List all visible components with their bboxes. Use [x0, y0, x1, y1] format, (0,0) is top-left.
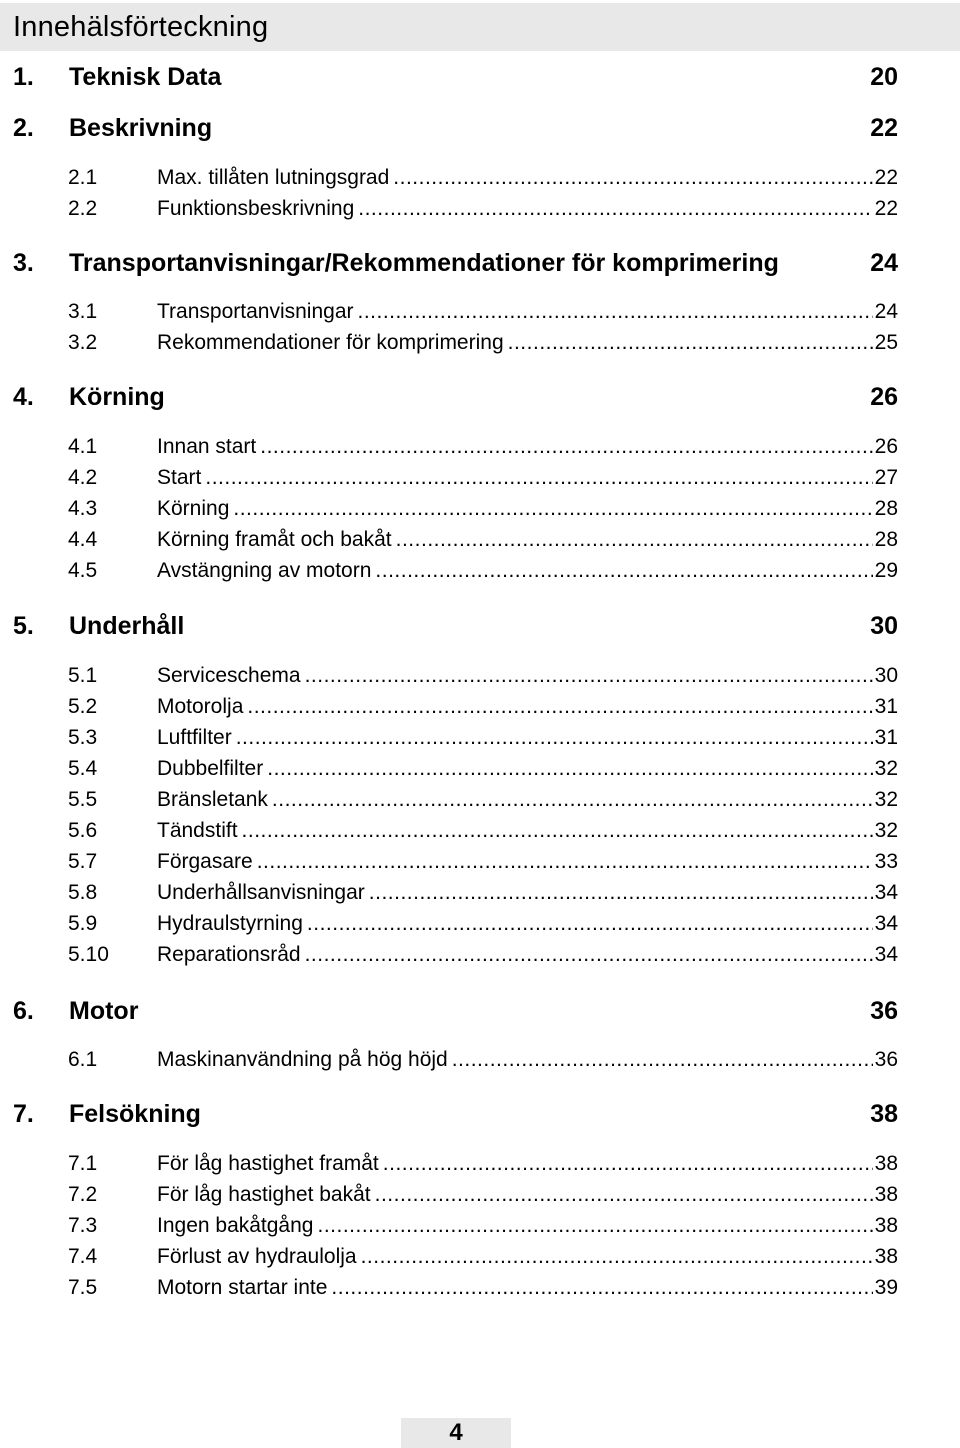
- section-number: 5.3: [68, 726, 98, 749]
- section-number: 5.4: [68, 757, 98, 780]
- toc-section-3-2[interactable]: [0, 329, 960, 357]
- page-number: 4: [401, 1418, 511, 1448]
- chapter-page: 22: [870, 113, 898, 142]
- chapter-page: 26: [870, 382, 898, 411]
- chapter-label: Motor: [69, 996, 139, 1025]
- section-number: 7.3: [68, 1214, 98, 1237]
- section-page: 24: [874, 300, 898, 323]
- section-page: 32: [874, 819, 898, 842]
- toc-section-3-1[interactable]: [0, 298, 960, 326]
- section-number: 7.2: [68, 1183, 98, 1206]
- section-label: Bränsletank: [157, 788, 268, 811]
- section-number: 4.5: [68, 559, 98, 582]
- section-page: 38: [874, 1183, 898, 1206]
- section-number: 4.2: [68, 466, 98, 489]
- toc-section-5-6[interactable]: [0, 817, 960, 845]
- section-label: Tändstift: [157, 819, 238, 842]
- section-page: 22: [874, 166, 898, 189]
- section-number: 2.1: [68, 166, 98, 189]
- section-label: För låg hastighet framåt: [157, 1152, 379, 1175]
- section-number: 2.2: [68, 197, 98, 220]
- toc-chapter-2[interactable]: [0, 112, 960, 144]
- toc-section-5-10[interactable]: [0, 941, 960, 969]
- section-number: 7.4: [68, 1245, 98, 1268]
- section-label: Maskinanvändning på hög höjd: [157, 1048, 448, 1071]
- section-page: 22: [874, 197, 898, 220]
- toc-chapter-1[interactable]: [0, 61, 960, 93]
- section-number: 5.6: [68, 819, 98, 842]
- toc-section-4-5[interactable]: [0, 557, 960, 585]
- toc-section-7-1[interactable]: [0, 1150, 960, 1178]
- toc-section-5-3[interactable]: [0, 724, 960, 752]
- toc-section-5-9[interactable]: [0, 910, 960, 938]
- section-page: 31: [874, 695, 898, 718]
- section-label: Reparationsråd: [157, 943, 301, 966]
- section-label: Transportanvisningar: [157, 300, 354, 323]
- toc-section-5-7[interactable]: [0, 848, 960, 876]
- toc-section-7-5[interactable]: [0, 1274, 960, 1302]
- chapter-label: Beskrivning: [69, 113, 213, 142]
- section-label: Start: [157, 466, 202, 489]
- section-number: 5.7: [68, 850, 98, 873]
- chapter-page: 30: [870, 611, 898, 640]
- section-label: Förlust av hydraulolja: [157, 1245, 357, 1268]
- toc-section-7-4[interactable]: [0, 1243, 960, 1271]
- section-page: 28: [874, 528, 898, 551]
- section-number: 5.10: [68, 943, 109, 966]
- section-label: Innan start: [157, 435, 257, 458]
- toc-section-5-1[interactable]: [0, 662, 960, 690]
- toc-section-4-1[interactable]: [0, 433, 960, 461]
- chapter-number: 6.: [13, 996, 34, 1025]
- chapter-label: Felsökning: [69, 1099, 201, 1128]
- toc-chapter-3[interactable]: [0, 247, 960, 279]
- section-number: 6.1: [68, 1048, 98, 1071]
- toc-chapter-6[interactable]: [0, 995, 960, 1027]
- section-label: Serviceschema: [157, 664, 301, 687]
- section-page: 38: [874, 1214, 898, 1237]
- section-label: Körning framåt och bakåt: [157, 528, 392, 551]
- toc-section-4-3[interactable]: [0, 495, 960, 523]
- toc-chapter-7[interactable]: [0, 1098, 960, 1130]
- toc-section-5-8[interactable]: [0, 879, 960, 907]
- section-page: 39: [874, 1276, 898, 1299]
- chapter-page: 38: [870, 1099, 898, 1128]
- section-label: Underhållsanvisningar: [157, 881, 365, 904]
- section-label: Förgasare: [157, 850, 253, 873]
- section-label: Luftfilter: [157, 726, 232, 749]
- section-number: 5.5: [68, 788, 98, 811]
- chapter-number: 7.: [13, 1099, 34, 1128]
- section-page: 34: [874, 943, 898, 966]
- section-label: För låg hastighet bakåt: [157, 1183, 371, 1206]
- section-label: Dubbelfilter: [157, 757, 264, 780]
- toc-section-4-2[interactable]: [0, 464, 960, 492]
- section-label: Rekommendationer för komprimering: [157, 331, 504, 354]
- section-page: 33: [874, 850, 898, 873]
- section-number: 5.8: [68, 881, 98, 904]
- section-label: Hydraulstyrning: [157, 912, 303, 935]
- section-page: 36: [874, 1048, 898, 1071]
- toc-section-6-1[interactable]: [0, 1046, 960, 1074]
- toc-section-4-4[interactable]: [0, 526, 960, 554]
- section-number: 5.1: [68, 664, 98, 687]
- chapter-label: Teknisk Data: [69, 62, 222, 91]
- section-label: Motorolja: [157, 695, 244, 718]
- toc-section-7-2[interactable]: [0, 1181, 960, 1209]
- section-page: 28: [874, 497, 898, 520]
- section-number: 7.5: [68, 1276, 98, 1299]
- toc-section-2-1[interactable]: [0, 164, 960, 192]
- section-page: 34: [874, 912, 898, 935]
- section-page: 32: [874, 788, 898, 811]
- section-page: 27: [874, 466, 898, 489]
- section-label: Funktionsbeskrivning: [157, 197, 355, 220]
- toc-chapter-5[interactable]: [0, 610, 960, 642]
- chapter-number: 2.: [13, 113, 34, 142]
- chapter-number: 3.: [13, 248, 34, 277]
- section-page: 32: [874, 757, 898, 780]
- toc-section-2-2[interactable]: [0, 195, 960, 223]
- section-number: 4.3: [68, 497, 98, 520]
- section-number: 5.9: [68, 912, 98, 935]
- toc-section-5-2[interactable]: [0, 693, 960, 721]
- toc-chapter-4[interactable]: [0, 381, 960, 413]
- section-page: 38: [874, 1245, 898, 1268]
- chapter-page: 36: [870, 996, 898, 1025]
- section-label: Avstängning av motorn: [157, 559, 372, 582]
- chapter-page: 20: [870, 62, 898, 91]
- section-page: 26: [874, 435, 898, 458]
- section-number: 4.4: [68, 528, 98, 551]
- section-label: Ingen bakåtgång: [157, 1214, 314, 1237]
- section-page: 29: [874, 559, 898, 582]
- chapter-number: 4.: [13, 382, 34, 411]
- section-label: Max. tillåten lutningsgrad: [157, 166, 390, 189]
- section-page: 38: [874, 1152, 898, 1175]
- chapter-number: 1.: [13, 62, 34, 91]
- section-page: 31: [874, 726, 898, 749]
- chapter-label: Underhåll: [69, 611, 185, 640]
- section-page: 34: [874, 881, 898, 904]
- section-page: 30: [874, 664, 898, 687]
- section-number: 7.1: [68, 1152, 98, 1175]
- section-page: 25: [874, 331, 898, 354]
- chapter-label: Körning: [69, 382, 165, 411]
- toc-section-5-4[interactable]: [0, 755, 960, 783]
- section-number: 4.1: [68, 435, 98, 458]
- section-label: Motorn startar inte: [157, 1276, 328, 1299]
- chapter-page: 24: [870, 248, 898, 277]
- section-number: 3.2: [68, 331, 98, 354]
- section-label: Körning: [157, 497, 230, 520]
- toc-section-5-5[interactable]: [0, 786, 960, 814]
- section-number: 5.2: [68, 695, 98, 718]
- toc-section-7-3[interactable]: [0, 1212, 960, 1240]
- chapter-label: Transportanvisningar/Rekommendationer för komprimering: [69, 248, 779, 277]
- chapter-number: 5.: [13, 611, 34, 640]
- section-number: 3.1: [68, 300, 98, 323]
- toc-title: Innehälsförteckning: [0, 3, 960, 51]
